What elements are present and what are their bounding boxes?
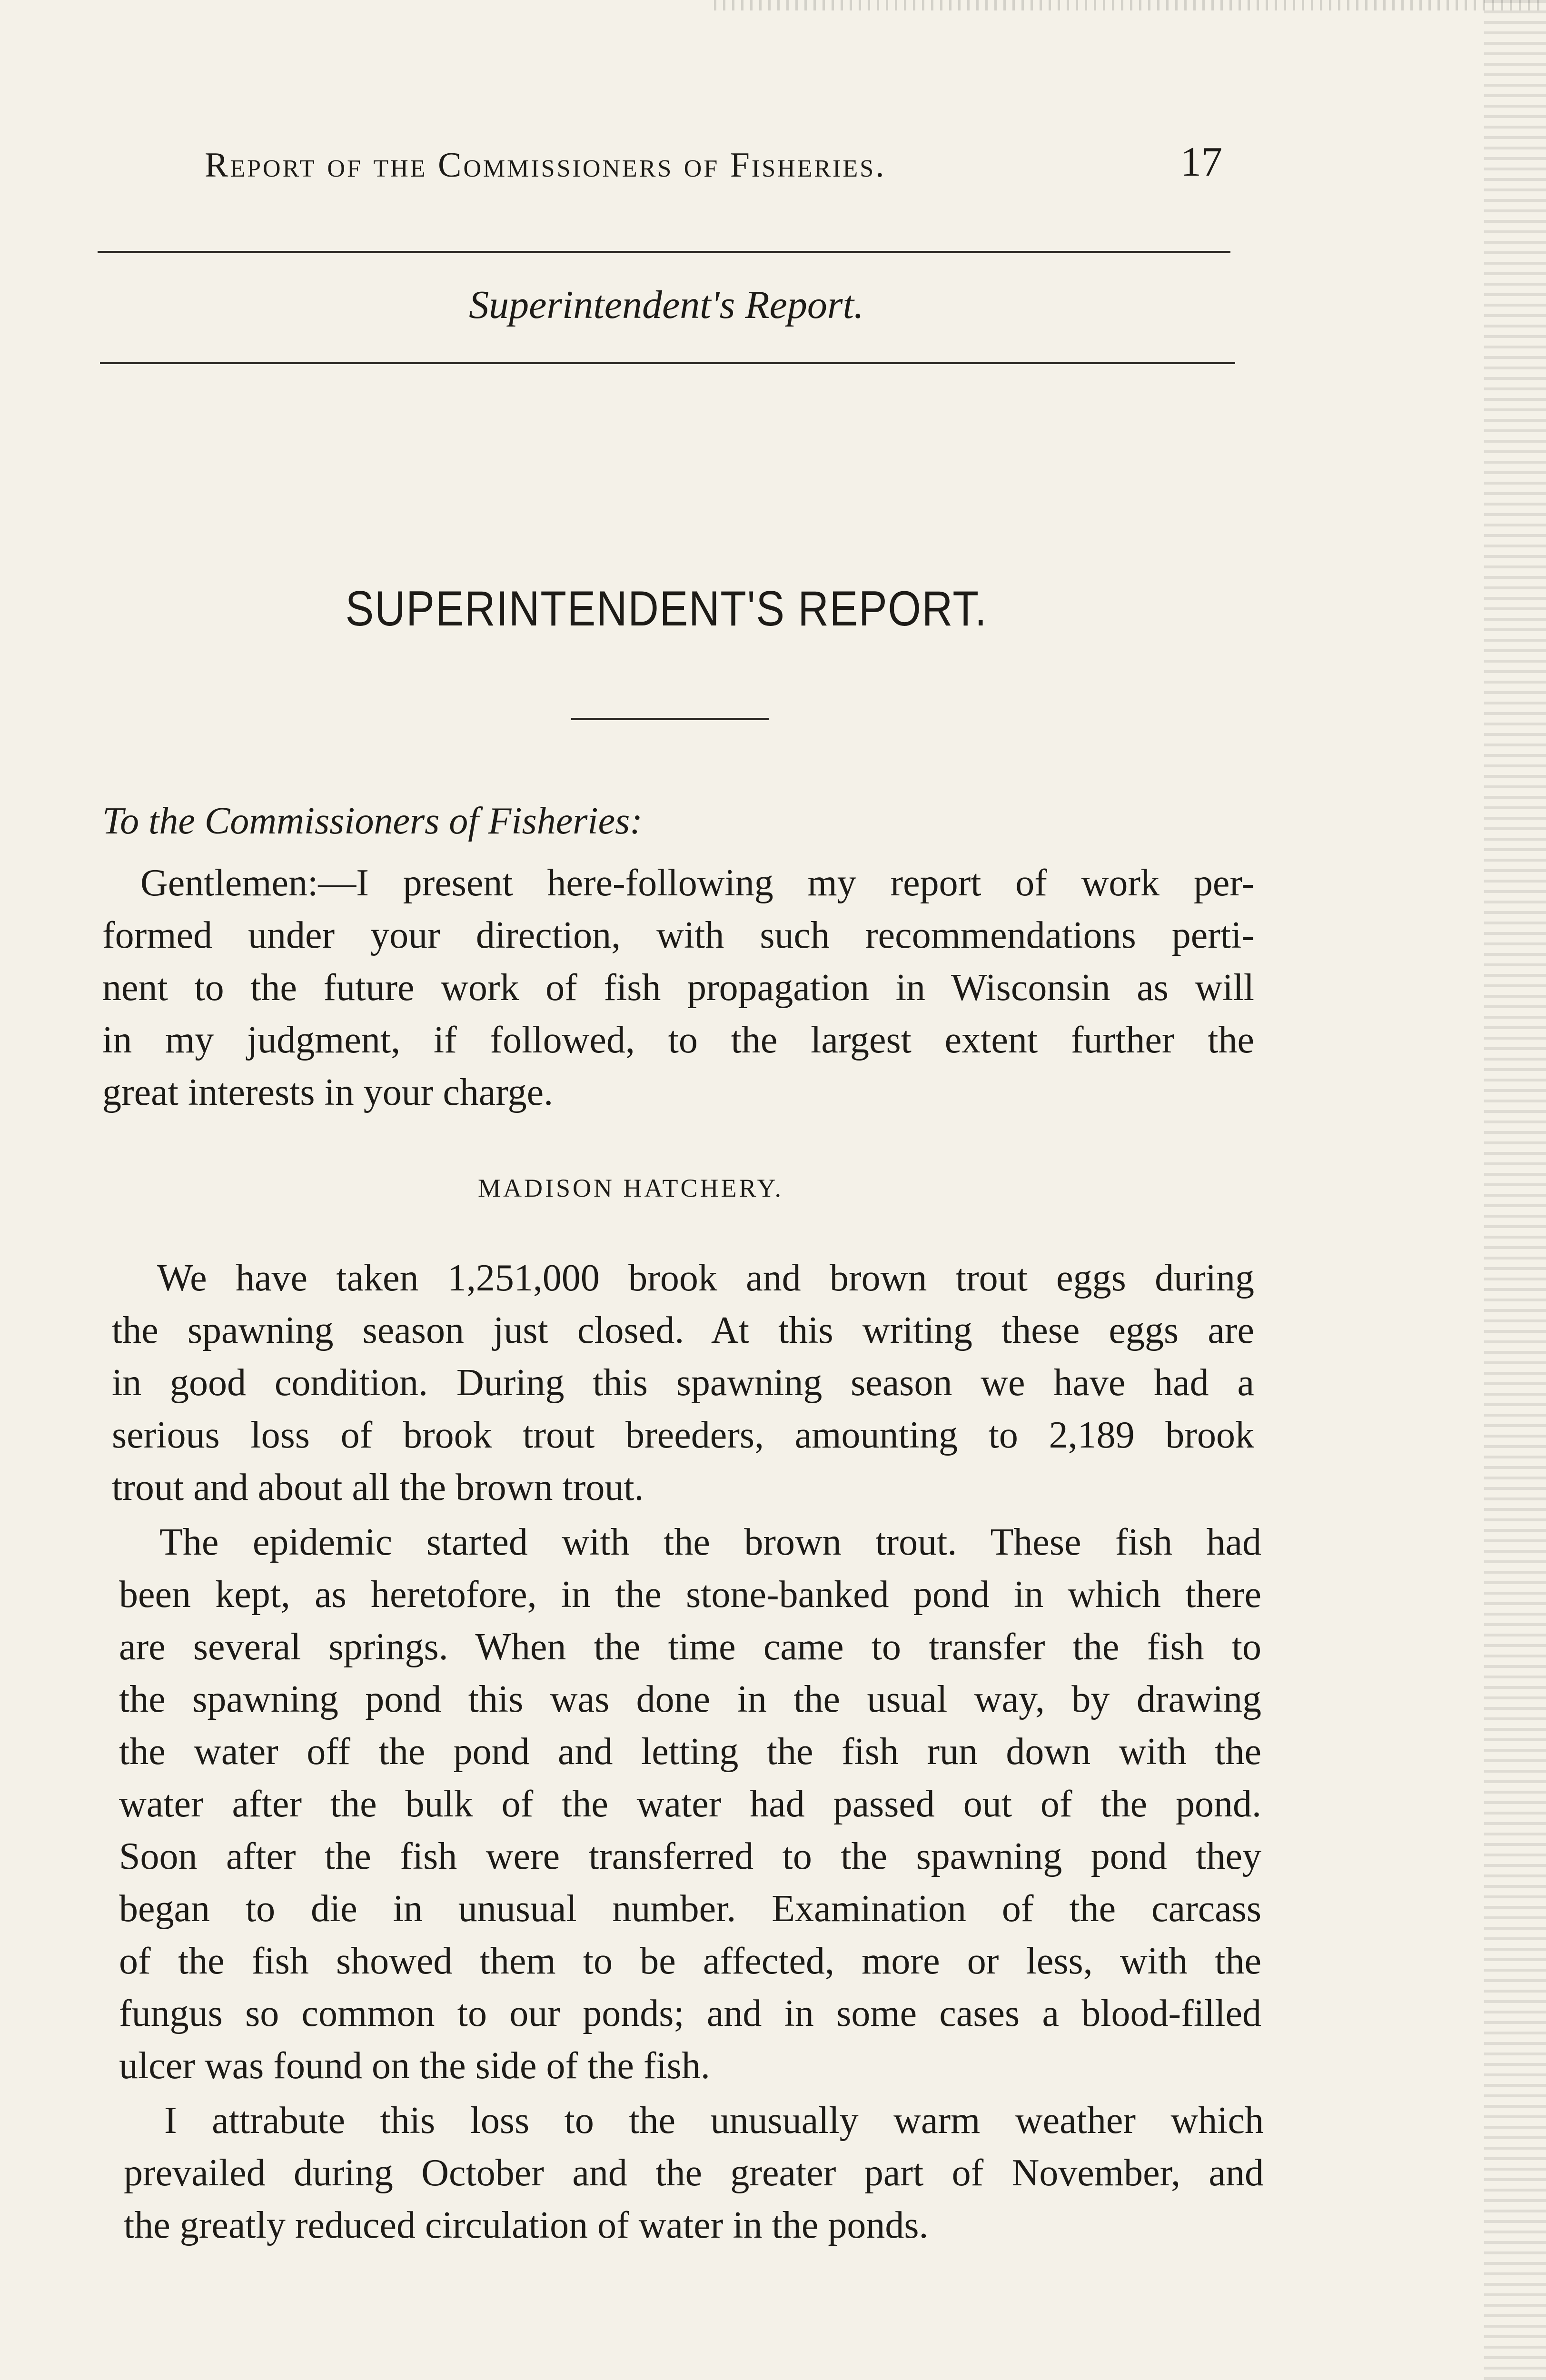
text-line: great interests in your charge.: [102, 1071, 554, 1113]
text-line: Soon after the fish were transferred to the spawning pond they: [119, 1835, 1261, 1877]
text-line: are several springs. When the time came to transfer the fish to: [119, 1626, 1261, 1668]
text-line: the greatly reduced circulation of water in the ponds.: [124, 2204, 929, 2246]
running-head: Report of the Commissioners of Fisheries.: [205, 146, 886, 185]
text-line: the spawning season just closed. At this writing these eggs are: [112, 1309, 1254, 1351]
scan-noise: [714, 0, 1546, 10]
text-line: formed under your direction, with such recommendations perti-: [102, 914, 1254, 956]
text-line: the spawning pond this was done in the usual way, by drawing: [119, 1678, 1261, 1720]
text-line: Gentlemen:—I present here-following my report of work per-: [140, 862, 1254, 904]
text-line: water after the bulk of the water had passed out of the pond.: [119, 1783, 1261, 1825]
text-line: ulcer was found on the side of the fish.: [119, 2045, 710, 2087]
salutation: To the Commissioners of Fisheries:: [102, 800, 643, 842]
header-rule-bottom: [100, 362, 1235, 364]
text-line: in good condition. During this spawning season we have had a: [112, 1362, 1254, 1404]
text-line: began to die in unusual number. Examination of the carcass: [119, 1888, 1261, 1930]
report-title: SUPERINTENDENT'S REPORT.: [345, 581, 988, 636]
section-head: Superintendent's Report.: [469, 283, 864, 327]
subheading: MADISON HATCHERY.: [477, 1174, 784, 1202]
text-line: The epidemic started with the brown trout. These fish had: [159, 1521, 1261, 1563]
text-line: of the fish showed them to be affected, more or less, with the: [119, 1940, 1261, 1982]
text-line: I attrabute this loss to the unusually warm weather which: [164, 2100, 1264, 2142]
text-line: serious loss of brook trout breeders, amounting to 2,189 brook: [112, 1414, 1254, 1456]
text-line: fungus so common to our ponds; and in some cases a blood-filled: [119, 1993, 1261, 2034]
scan-edge: [1484, 0, 1546, 2380]
header-rule-top: [98, 251, 1230, 253]
body-paragraph: [112, 1252, 1254, 1514]
text-line: prevailed during October and the greater part of November, and: [124, 2152, 1264, 2194]
text-line: nent to the future work of fish propagation in Wisconsin as will: [102, 967, 1254, 1009]
body-paragraph: [119, 1516, 1261, 2092]
text-line: trout and about all the brown trout.: [112, 1467, 644, 1508]
intro-paragraph: [102, 857, 1254, 1119]
text-line: We have taken 1,251,000 brook and brown trout eggs during: [157, 1257, 1254, 1299]
text-line: in my judgment, if followed, to the largest extent further the: [102, 1019, 1254, 1061]
text-line: been kept, as heretofore, in the stone-banked pond in which there: [119, 1574, 1261, 1616]
text-line: the water off the pond and letting the fish run down with the: [119, 1731, 1261, 1773]
body-paragraph: [124, 2094, 1264, 2251]
page-number: 17: [1180, 139, 1222, 185]
title-rule: [571, 718, 769, 720]
